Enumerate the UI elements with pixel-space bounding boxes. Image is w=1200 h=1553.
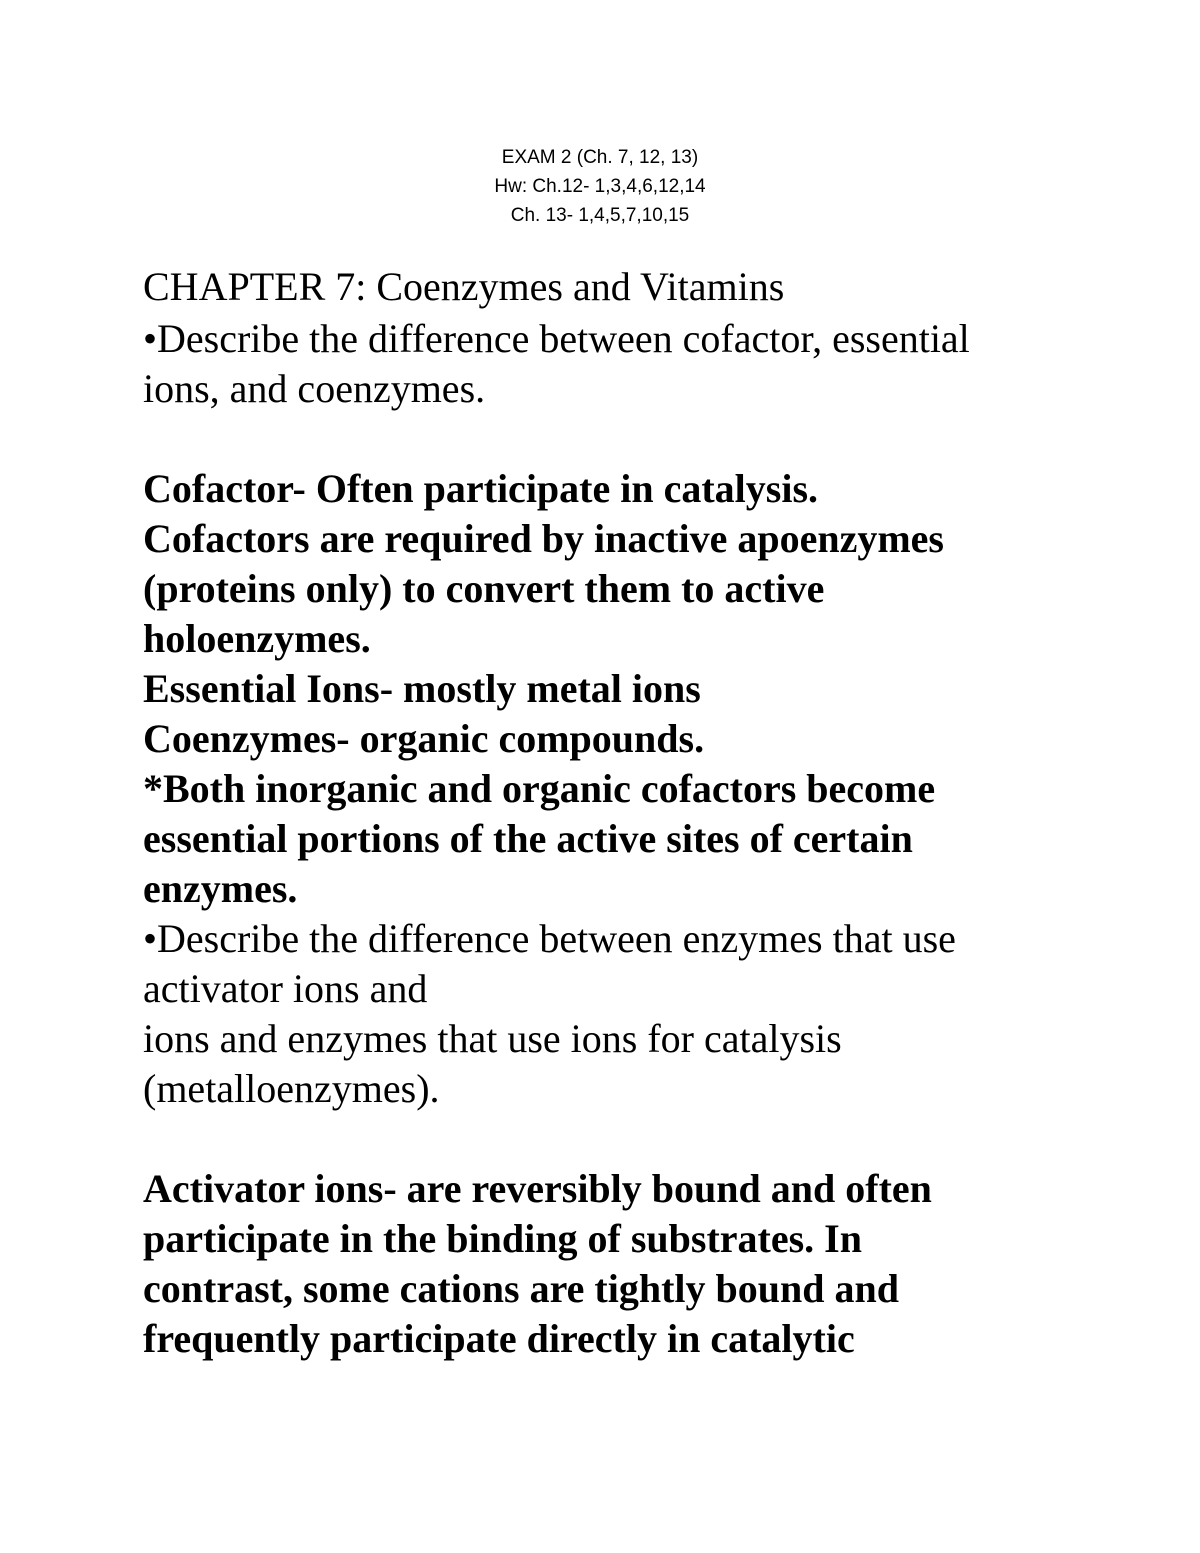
question-1-line-2: ions, and coenzymes.: [143, 366, 486, 411]
answer-1-line-9: enzymes.: [143, 866, 298, 911]
header-line-homework-ch12: Hw: Ch.12- 1,3,4,6,12,14: [494, 176, 706, 197]
chapter-title: CHAPTER 7: Coenzymes and Vitamins: [143, 264, 785, 309]
answer-2-line-1: Activator ions- are reversibly bound and often: [143, 1166, 932, 1211]
answer-2-line-4: frequently participate directly in catalytic: [143, 1316, 855, 1361]
answer-1-line-6: Coenzymes- organic compounds.: [143, 716, 705, 761]
question-2-line-3: ions and enzymes that use ions for catalysis: [143, 1016, 842, 1061]
answer-1-line-5: Essential Ions- mostly metal ions: [143, 666, 701, 711]
question-2-line-1: •Describe the difference between enzymes that use: [143, 916, 956, 961]
exam-header: [0, 143, 1200, 230]
answer-1-line-2: Cofactors are required by inactive apoenzymes: [143, 516, 944, 561]
answer-1-line-8: essential portions of the active sites of certain: [143, 816, 913, 861]
answer-1-line-7: *Both inorganic and organic cofactors become: [143, 766, 936, 811]
answer-1-line-1: Cofactor- Often participate in catalysis.: [143, 466, 819, 511]
header-line-exam: EXAM 2 (Ch. 7, 12, 13): [501, 147, 699, 168]
header-line-homework-ch13: Ch. 13- 1,4,5,7,10,15: [510, 205, 690, 226]
question-2-line-2: activator ions and: [143, 966, 428, 1011]
blank-line: [143, 414, 1143, 464]
answer-2-line-2: participate in the binding of substrates. In: [143, 1216, 862, 1261]
question-2-line-4: (metalloenzymes).: [143, 1066, 440, 1111]
blank-line: [143, 1114, 1143, 1164]
question-1-line-1: •Describe the difference between cofactor, essential: [143, 316, 970, 361]
answer-1-line-4: holoenzymes.: [143, 616, 371, 661]
answer-2-line-3: contrast, some cations are tightly bound and: [143, 1266, 899, 1311]
answer-1-line-3: (proteins only) to convert them to active: [143, 566, 825, 611]
document-body: [143, 262, 1143, 1364]
